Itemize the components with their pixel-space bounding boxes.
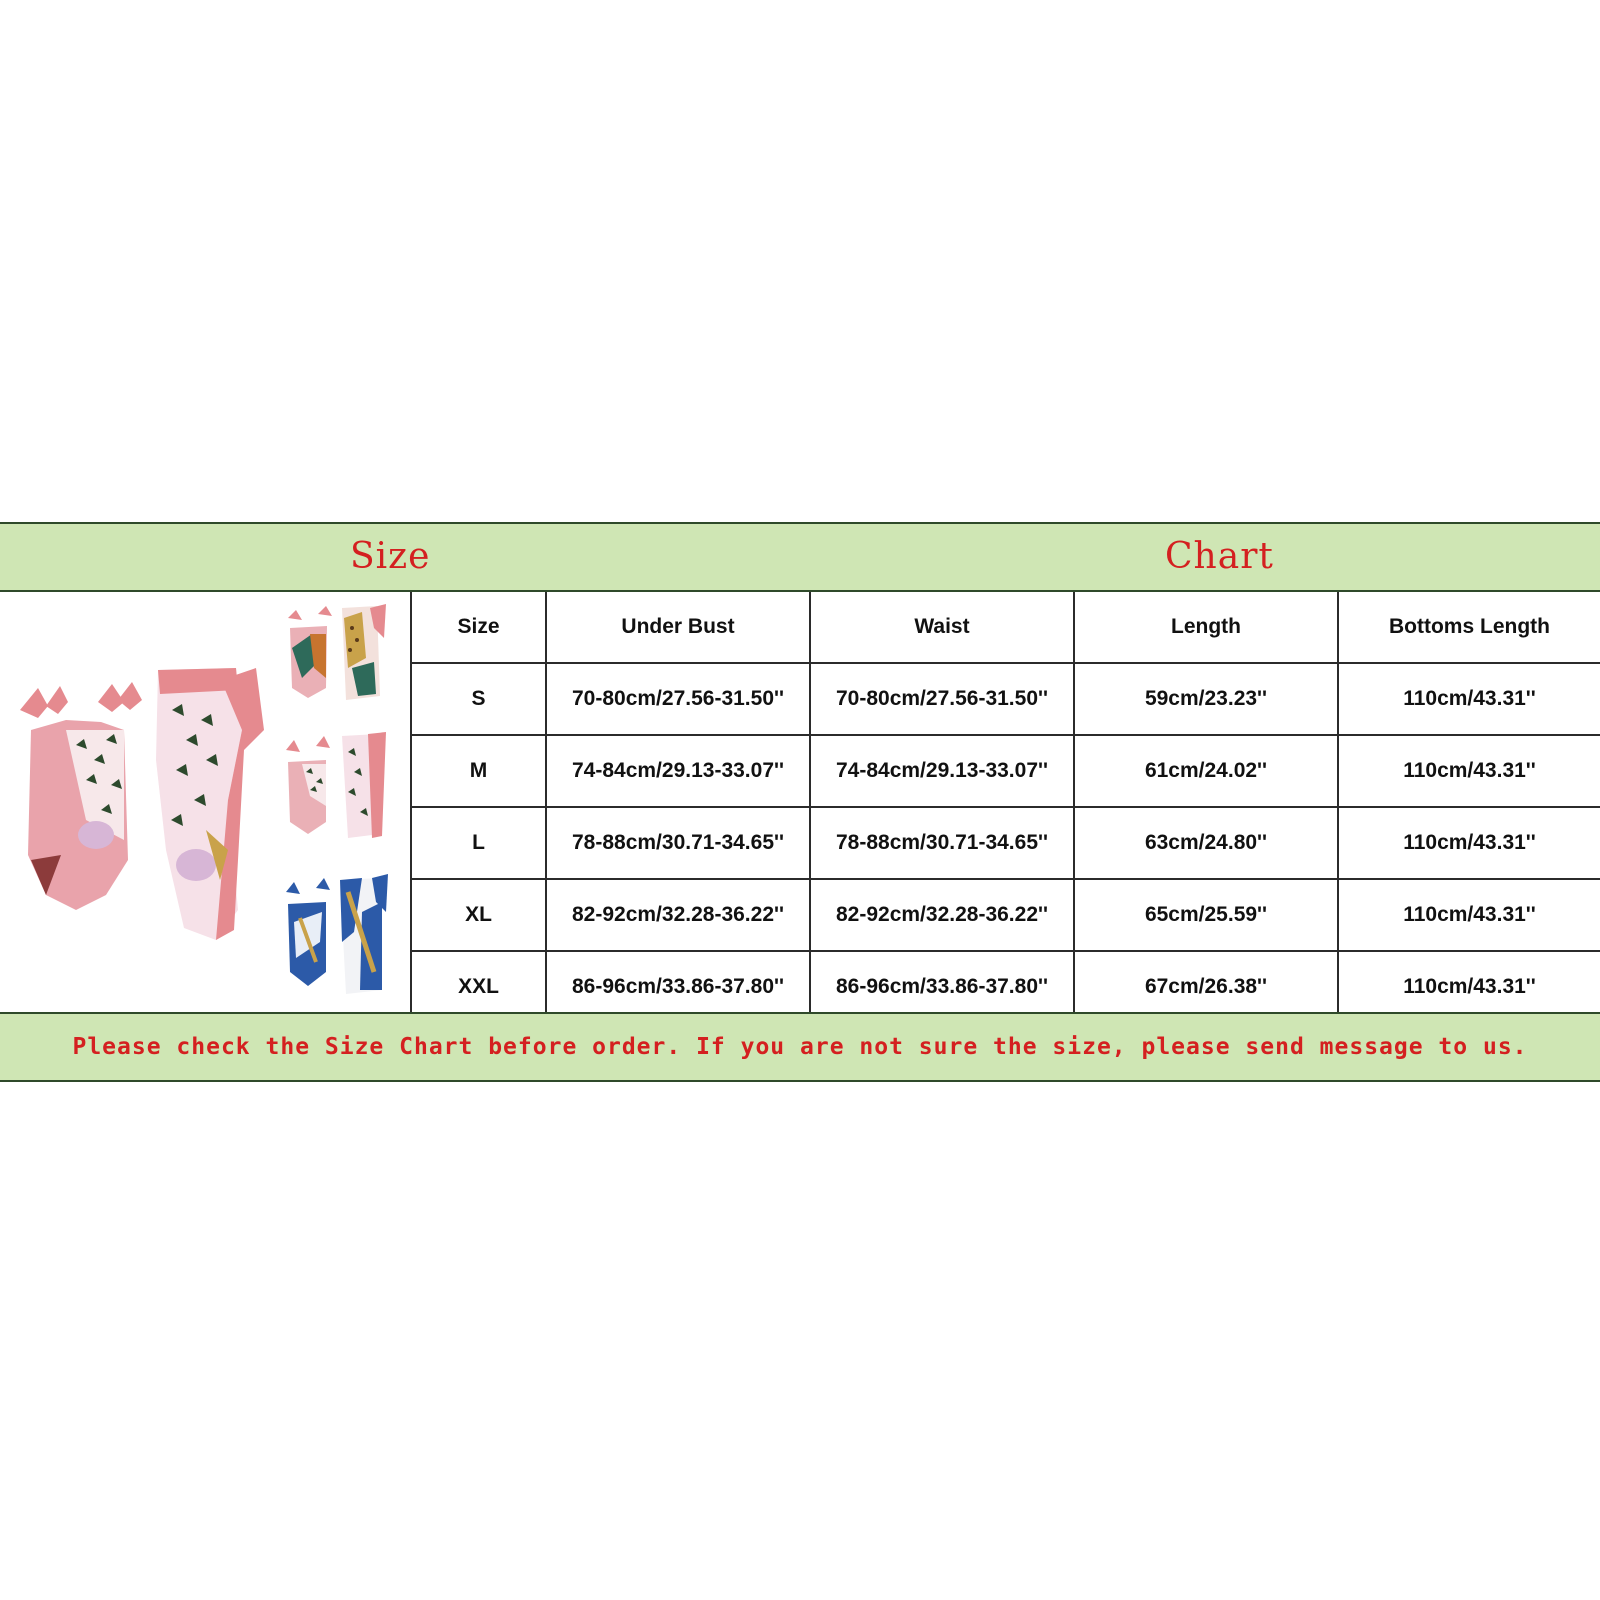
table-cell: 63cm/24.80'' xyxy=(1074,807,1338,879)
table-cell: 110cm/43.31'' xyxy=(1338,735,1600,807)
table-cell: XL xyxy=(412,879,546,951)
table-cell: 110cm/43.31'' xyxy=(1338,663,1600,735)
header-band xyxy=(0,522,1600,592)
table-cell: 74-84cm/29.13-33.07'' xyxy=(546,735,810,807)
column-header: Length xyxy=(1074,592,1338,663)
table-row xyxy=(412,879,1600,951)
table-row xyxy=(412,735,1600,807)
footer-note: Please check the Size Chart before order. If you are not sure the size, please send message to us. xyxy=(72,1034,1528,1060)
column-header: Under Bust xyxy=(546,592,810,663)
table-cell: 82-92cm/32.28-36.22'' xyxy=(546,879,810,951)
table-row xyxy=(412,807,1600,879)
variant-blue-gold xyxy=(282,872,392,998)
table-header-row xyxy=(412,592,1600,663)
table-cell: 70-80cm/27.56-31.50'' xyxy=(546,663,810,735)
table-row xyxy=(412,663,1600,735)
column-header: Size xyxy=(412,592,546,663)
chart-body xyxy=(0,592,1600,1012)
table-cell: 59cm/23.23'' xyxy=(1074,663,1338,735)
size-chart xyxy=(0,522,1600,1082)
table-cell: 86-96cm/33.86-37.80'' xyxy=(810,951,1074,1022)
title-chart: Chart xyxy=(1165,536,1274,577)
title-size: Size xyxy=(350,536,431,577)
table-cell: M xyxy=(412,735,546,807)
table-cell: XXL xyxy=(412,951,546,1022)
column-header: Waist xyxy=(810,592,1074,663)
table-cell: 110cm/43.31'' xyxy=(1338,951,1600,1022)
table-cell: 65cm/25.59'' xyxy=(1074,879,1338,951)
variant-pink-leaf xyxy=(282,726,392,844)
table-cell: 110cm/43.31'' xyxy=(1338,879,1600,951)
column-header: Bottoms Length xyxy=(1338,592,1600,663)
table-cell: S xyxy=(412,663,546,735)
footer-band xyxy=(0,1012,1600,1082)
table-cell: 110cm/43.31'' xyxy=(1338,807,1600,879)
size-table xyxy=(412,592,1600,1022)
table-cell: 74-84cm/29.13-33.07'' xyxy=(810,735,1074,807)
table-cell: 78-88cm/30.71-34.65'' xyxy=(546,807,810,879)
table-cell: 67cm/26.38'' xyxy=(1074,951,1338,1022)
table-cell: 78-88cm/30.71-34.65'' xyxy=(810,807,1074,879)
table-cell: L xyxy=(412,807,546,879)
table-cell: 61cm/24.02'' xyxy=(1074,735,1338,807)
table-cell: 70-80cm/27.56-31.50'' xyxy=(810,663,1074,735)
product-photos xyxy=(0,592,412,1012)
variant-green-leopard xyxy=(282,598,392,706)
table-cell: 86-96cm/33.86-37.80'' xyxy=(546,951,810,1022)
table-cell: 82-92cm/32.28-36.22'' xyxy=(810,879,1074,951)
main-product-photo xyxy=(6,610,266,990)
